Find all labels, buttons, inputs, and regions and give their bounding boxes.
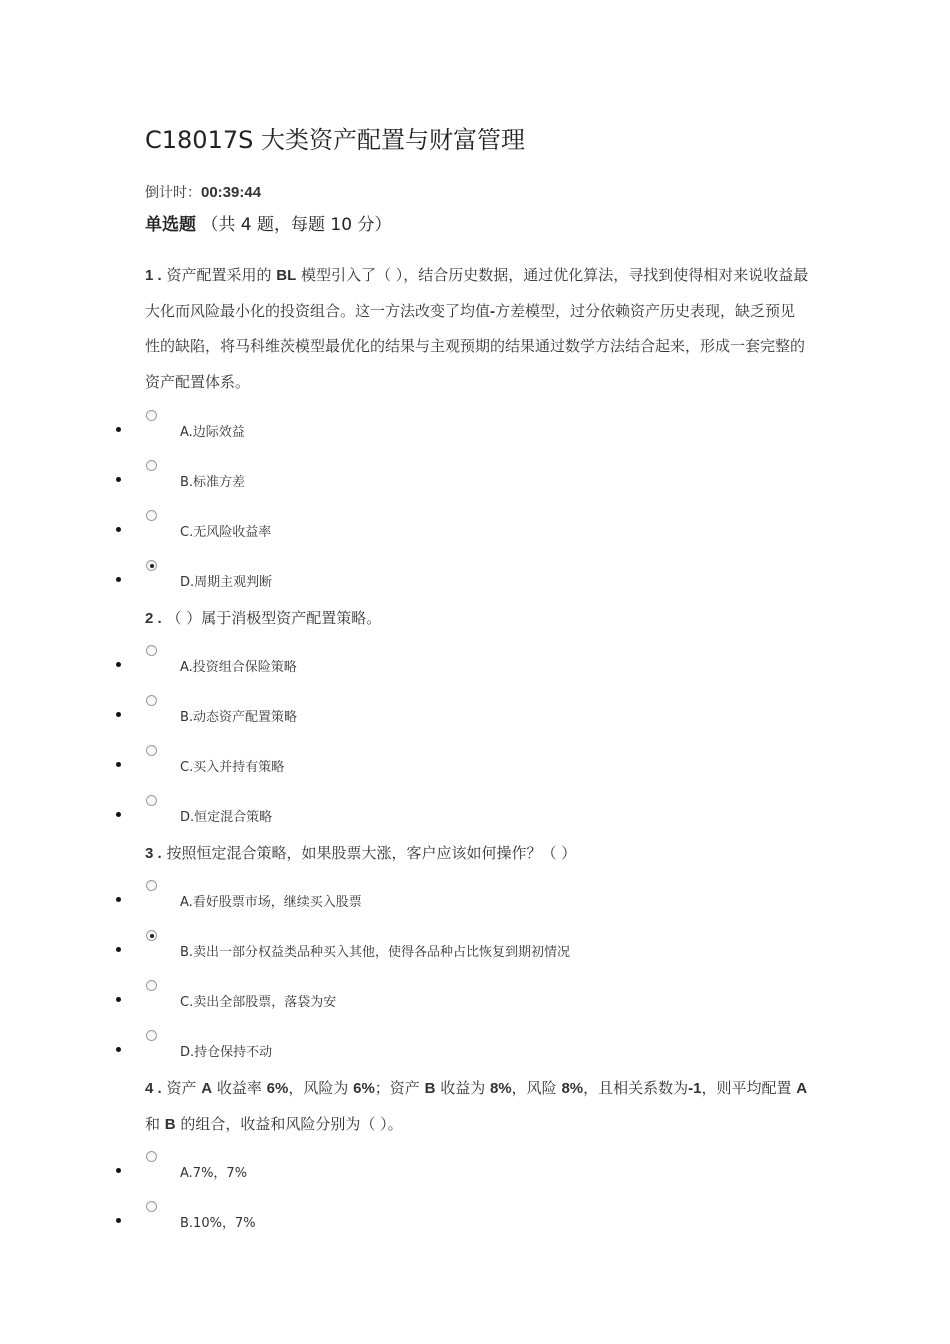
question-text: （ ）属于消极型资产配置策略。 (166, 609, 382, 627)
bullet-icon (116, 577, 121, 582)
question-text-bold: BL (276, 267, 297, 284)
question-text: 的组合，收益和风险分别为（ ）。 (175, 1114, 403, 1133)
option-q3-c[interactable] (0, 980, 900, 1020)
question-text: 模型引入了（ ），结合历史数据，通过优化算法，寻找到使得相对来说收益最大化而风险最小化的投资组合。这一方法改变了均值 (145, 266, 809, 320)
radio-button[interactable] (146, 645, 157, 656)
option-label: A.边际效益 (180, 425, 245, 440)
option-label: A.看好股票市场，继续买入股票 (180, 895, 362, 910)
question-text-bold: B (424, 1080, 436, 1097)
question-text-bold: A (201, 1080, 213, 1097)
radio-button[interactable] (146, 695, 157, 706)
option-label: D.持仓保持不动 (180, 1045, 273, 1060)
question-number: 2 . (145, 610, 162, 627)
question-text: 资产配置采用的 (166, 266, 277, 284)
question-text-bold: 8% (489, 1080, 512, 1097)
option-q2-c[interactable] (0, 745, 900, 785)
exam-title: C18017S 大类资产配置与财富管理 (145, 126, 525, 154)
question-text-bold: 6% (353, 1080, 375, 1097)
question-text: 资产 (166, 1079, 202, 1097)
radio-button[interactable] (146, 1201, 157, 1212)
option-q2-a[interactable] (0, 645, 900, 685)
section-info: （共 4 题，每题 10 分） (201, 215, 392, 235)
option-q1-b[interactable] (0, 460, 900, 500)
option-label: C.买入并持有策略 (180, 760, 285, 775)
bullet-icon (116, 1168, 121, 1173)
radio-button[interactable] (146, 880, 157, 891)
question-1 (145, 258, 810, 400)
radio-button[interactable] (146, 1151, 157, 1162)
option-label: B.动态资产配置策略 (180, 710, 298, 725)
option-q1-a[interactable] (0, 410, 900, 450)
question-number: 3 . (145, 845, 162, 862)
option-q4-b[interactable] (0, 1201, 900, 1241)
option-label: B.卖出一部分权益类品种买入其他，使得各品种占比恢复到期初情况 (180, 945, 571, 960)
question-text: ，风险 (511, 1079, 562, 1097)
option-label: A.投资组合保险策略 (180, 660, 297, 675)
question-number: 1 . (145, 267, 162, 284)
option-q3-d[interactable] (0, 1030, 900, 1070)
question-text: 收益为 (435, 1079, 490, 1097)
radio-button[interactable] (146, 980, 157, 991)
question-text: 按照恒定混合策略，如果股票大涨，客户应该如何操作？（ ） (166, 844, 577, 862)
countdown-value: 00:39:44 (201, 184, 262, 201)
question-number: 4 . (145, 1080, 162, 1097)
option-label: C.卖出全部股票，落袋为安 (180, 995, 337, 1010)
option-q3-a[interactable] (0, 880, 900, 920)
question-text: ，风险为 (288, 1079, 354, 1097)
question-text-bold: B (164, 1115, 176, 1133)
option-q4-a[interactable] (0, 1151, 900, 1191)
option-label: A.7%，7% (180, 1166, 248, 1181)
question-text: 方差模型，过分依赖资产历史表现，缺乏预见性的缺陷，将马科维茨模型最优化的结果与主观预期的结果通过数学方法结合起来，形成一套完整的资产配置体系。 (145, 301, 806, 391)
option-q1-d[interactable] (0, 560, 900, 600)
question-text-bold: A (796, 1080, 808, 1097)
countdown (145, 182, 261, 202)
radio-button[interactable] (146, 795, 157, 806)
radio-button-selected[interactable] (146, 560, 157, 571)
option-q2-b[interactable] (0, 695, 900, 735)
question-text: ；资产 (374, 1079, 425, 1097)
question-text-bold: -1 (688, 1080, 702, 1097)
question-text-bold: - (490, 302, 496, 320)
bullet-icon (116, 1218, 121, 1223)
question-4 (145, 1071, 810, 1142)
bullet-icon (116, 897, 121, 902)
question-2 (145, 601, 810, 637)
option-label: D.周期主观判断 (180, 575, 273, 590)
radio-button[interactable] (146, 1030, 157, 1041)
bullet-icon (116, 527, 121, 532)
question-text: ，且相关系数为 (583, 1079, 689, 1097)
bullet-icon (116, 477, 121, 482)
question-text: 和 (145, 1114, 165, 1133)
bullet-icon (116, 427, 121, 432)
bullet-icon (116, 997, 121, 1002)
bullet-icon (116, 1047, 121, 1052)
bullet-icon (116, 812, 121, 817)
option-label: B.标准方差 (180, 475, 246, 490)
section-title: 单选题 (145, 215, 196, 235)
option-q1-c[interactable] (0, 510, 900, 550)
bullet-icon (116, 712, 121, 717)
bullet-icon (116, 947, 121, 952)
radio-button[interactable] (146, 460, 157, 471)
question-text-bold: 6% (266, 1080, 289, 1097)
option-label: D.恒定混合策略 (180, 810, 273, 825)
question-text: ，则平均配置 (701, 1079, 797, 1097)
question-3 (145, 836, 810, 872)
countdown-label: 倒计时： (145, 185, 201, 201)
section-header (145, 210, 391, 235)
option-q3-b[interactable] (0, 930, 900, 970)
bullet-icon (116, 762, 121, 767)
question-text: 收益率 (212, 1079, 267, 1097)
radio-button[interactable] (146, 410, 157, 421)
radio-button[interactable] (146, 510, 157, 521)
bullet-icon (116, 662, 121, 667)
option-q2-d[interactable] (0, 795, 900, 835)
option-label: B.10%，7% (180, 1216, 256, 1231)
option-label: C.无风险收益率 (180, 525, 272, 540)
radio-button-selected[interactable] (146, 930, 157, 941)
question-text-bold: 8% (561, 1080, 584, 1097)
radio-button[interactable] (146, 745, 157, 756)
